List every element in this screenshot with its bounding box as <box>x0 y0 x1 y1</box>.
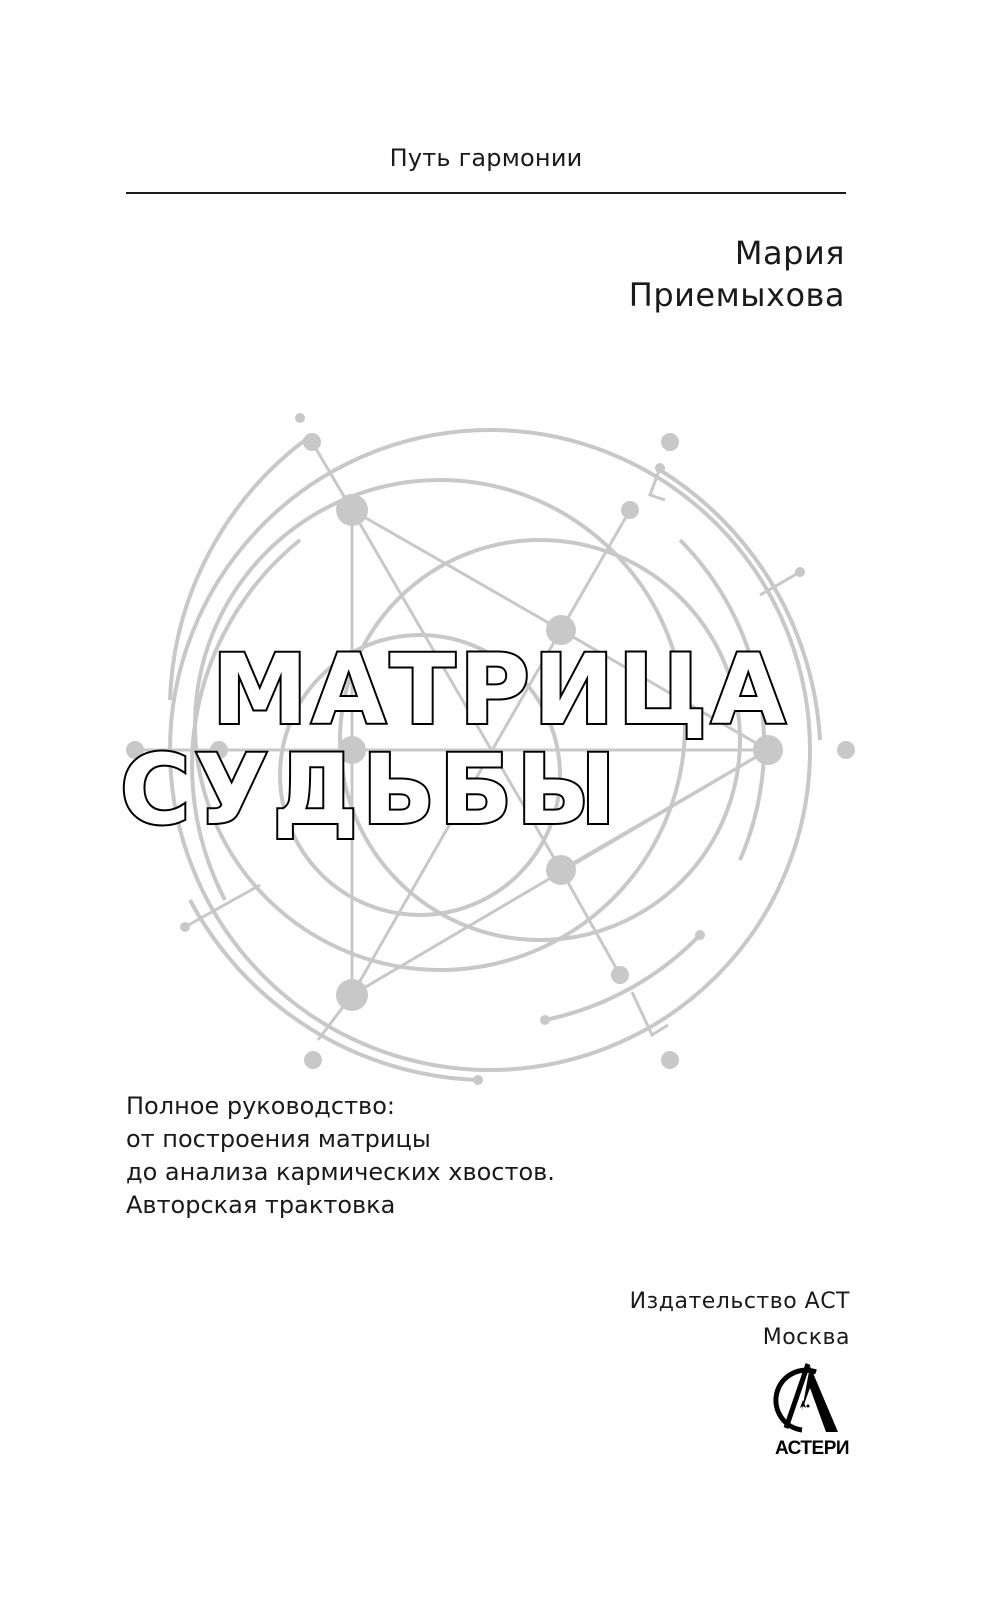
node-lower-right <box>611 966 629 984</box>
asteri-logo-icon <box>772 1358 852 1438</box>
publisher-info <box>630 1284 850 1356</box>
line-top-a <box>352 510 561 630</box>
node-bottom-left <box>304 1051 322 1069</box>
line-spoke-se <box>561 870 620 975</box>
node-lower-mid <box>546 855 576 885</box>
subtitle-line-1: Полное руководство: <box>126 1092 395 1120</box>
node-top-left <box>303 433 321 451</box>
node-arc-end <box>540 1015 550 1025</box>
book-title-line-2: СУДЬБЫ <box>120 734 620 846</box>
arc-lower-left <box>190 900 480 1080</box>
line-spoke-ne <box>561 510 630 630</box>
node-far-right <box>837 741 855 759</box>
line-bracket-bottom <box>632 992 668 1035</box>
node-bottom-small <box>473 1075 483 1085</box>
asteri-logo-text: АСТЕРИ <box>774 1438 850 1459</box>
publisher-name: Издательство АСТ <box>629 1289 850 1314</box>
node-bottom-right <box>661 1051 679 1069</box>
node-top-right-small <box>655 463 665 473</box>
publisher-city: Москва <box>762 1325 850 1350</box>
node-top-left-small <box>295 413 305 423</box>
node-upper-right <box>621 501 639 519</box>
imprint-logo <box>772 1358 852 1460</box>
book-title <box>120 634 790 846</box>
subtitle-line-4: Авторская трактовка <box>126 1191 396 1219</box>
subtitle-line-3: до анализа кармических хвостов. <box>126 1158 555 1186</box>
author-last-name: Приемыхова <box>628 276 845 314</box>
subtitle-line-2: от построения матрицы <box>126 1125 431 1153</box>
node-top-right <box>661 433 679 451</box>
node-tick-left <box>180 922 190 932</box>
author-first-name: Мария <box>734 234 845 272</box>
node-tick-right <box>795 567 805 577</box>
node-arc-end-right <box>695 930 705 940</box>
book-title-line-1: МАТРИЦА <box>212 634 790 746</box>
series-title: Путь гармонии <box>389 144 583 172</box>
book-subtitle <box>126 1090 555 1222</box>
node-top <box>336 494 368 526</box>
node-bottom <box>336 979 368 1011</box>
